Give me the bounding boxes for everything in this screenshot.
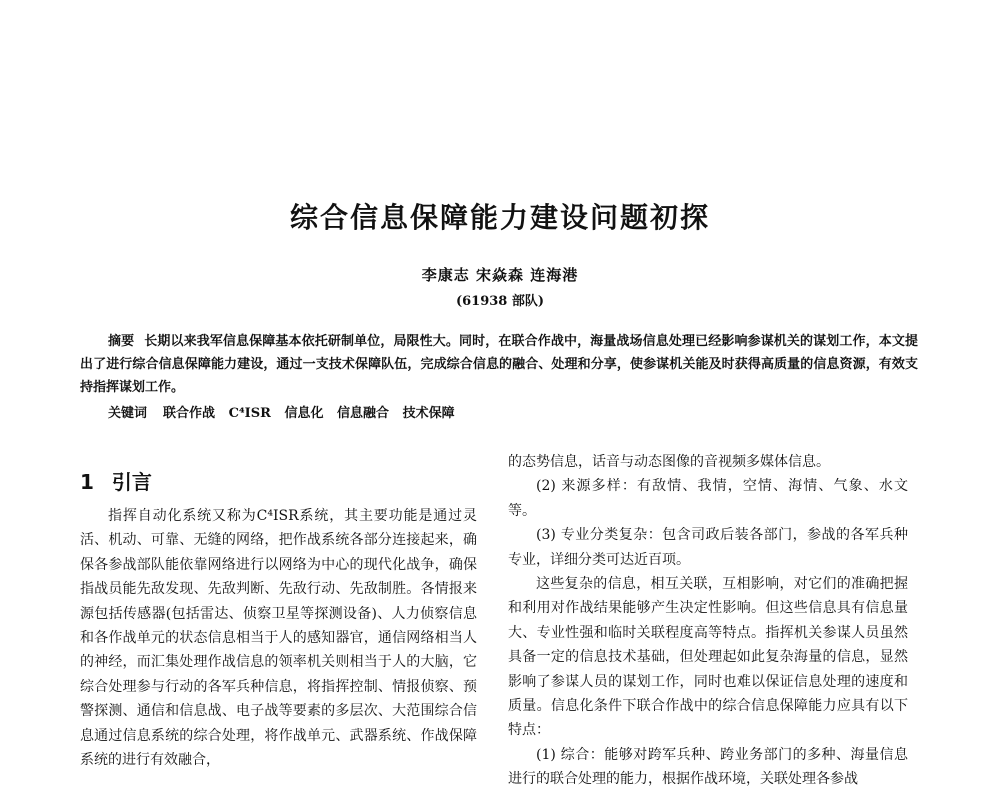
paper-title: 综合信息保障能力建设问题初探	[289, 201, 710, 234]
paragraph: 这些复杂的信息，相互关联，互相影响，对它们的准确把握和利用对作战结果能够产生决定性影响。但这些信息具有信息量大、专业性强和临时关联程度高等特点。指挥机关参谋人员虽然具备一定的信息技术基础，但处理起如此复杂海量的信息，显然影响了参谋人员的谋划工作，同时也难以保证信息处理的速度和质量。信息化条件下联合作战中的综合信息保障能力应具有以下特点：	[508, 576, 908, 739]
section-title: 引言	[111, 470, 152, 494]
keywords	[80, 402, 918, 425]
author-list: 李康志 宋焱森 连海港	[421, 266, 579, 284]
paragraph: 的态势信息，话音与动态图像的音视频多媒体信息。	[508, 454, 830, 470]
section-number: 1	[80, 470, 94, 494]
right-column	[508, 450, 908, 792]
abstract-label: 摘要	[108, 334, 135, 349]
left-column	[80, 504, 477, 772]
list-item: (2) 来源多样：有敌情、我情，空情、海情、气象、水文等。	[508, 478, 908, 519]
abstract-text: 长期以来我军信息保障基本依托研制单位，局限性大。同时，在联合作战中，海量战场信息处理已经影响参谋机关的谋划工作，本文提出了进行综合信息保障能力建设，通过一支技术保障队伍，完成综合信息的融合、处理和分享，使参谋机关能及时获得高质量的信息资源，有效支持指挥谋划工作。	[80, 334, 918, 395]
keywords-text: 联合作战 C⁴ISR 信息化 信息融合 技术保障	[163, 406, 455, 421]
affiliation: (61938 部队)	[455, 294, 545, 309]
paragraph: 指挥自动化系统又称为C⁴ISR系统，其主要功能是通过灵活、机动、可靠、无缝的网络，把作战系统各部分连接起来，确保各参战部队能依靠网络进行以网络为中心的现代化战争，确保指战员能先敌发现、先敌判断、先敌行动、先敌制胜。各情报来源包括传感器(包括雷达、侦察卫星等探测设备)、人力侦察信息和各作战单元的状态信息相当于人的感知器官，通信网络相当人的神经，而汇集处理作战信息的领率机关则相当于人的大脑，它综合处理参与行动的各军兵种信息，将指挥控制、情报侦察、预警探测、通信和信息战、电子战等要素的多层次、大范围综合信息通过信息系统的综合处理，将作战单元、武器系统、作战保障系统的进行有效融合，	[80, 508, 477, 769]
keywords-label: 关键词	[108, 406, 148, 421]
abstract	[80, 330, 918, 399]
list-item: (1) 综合：能够对跨军兵种、跨业务部门的多种、海量信息进行的联合处理的能力，根据作战环境，关联处理各参战	[508, 746, 908, 788]
list-item: (3) 专业分类复杂：包含司政后装各部门，参战的各军兵种专业，详细分类可达近百项。	[508, 527, 908, 568]
section-heading	[80, 466, 152, 495]
